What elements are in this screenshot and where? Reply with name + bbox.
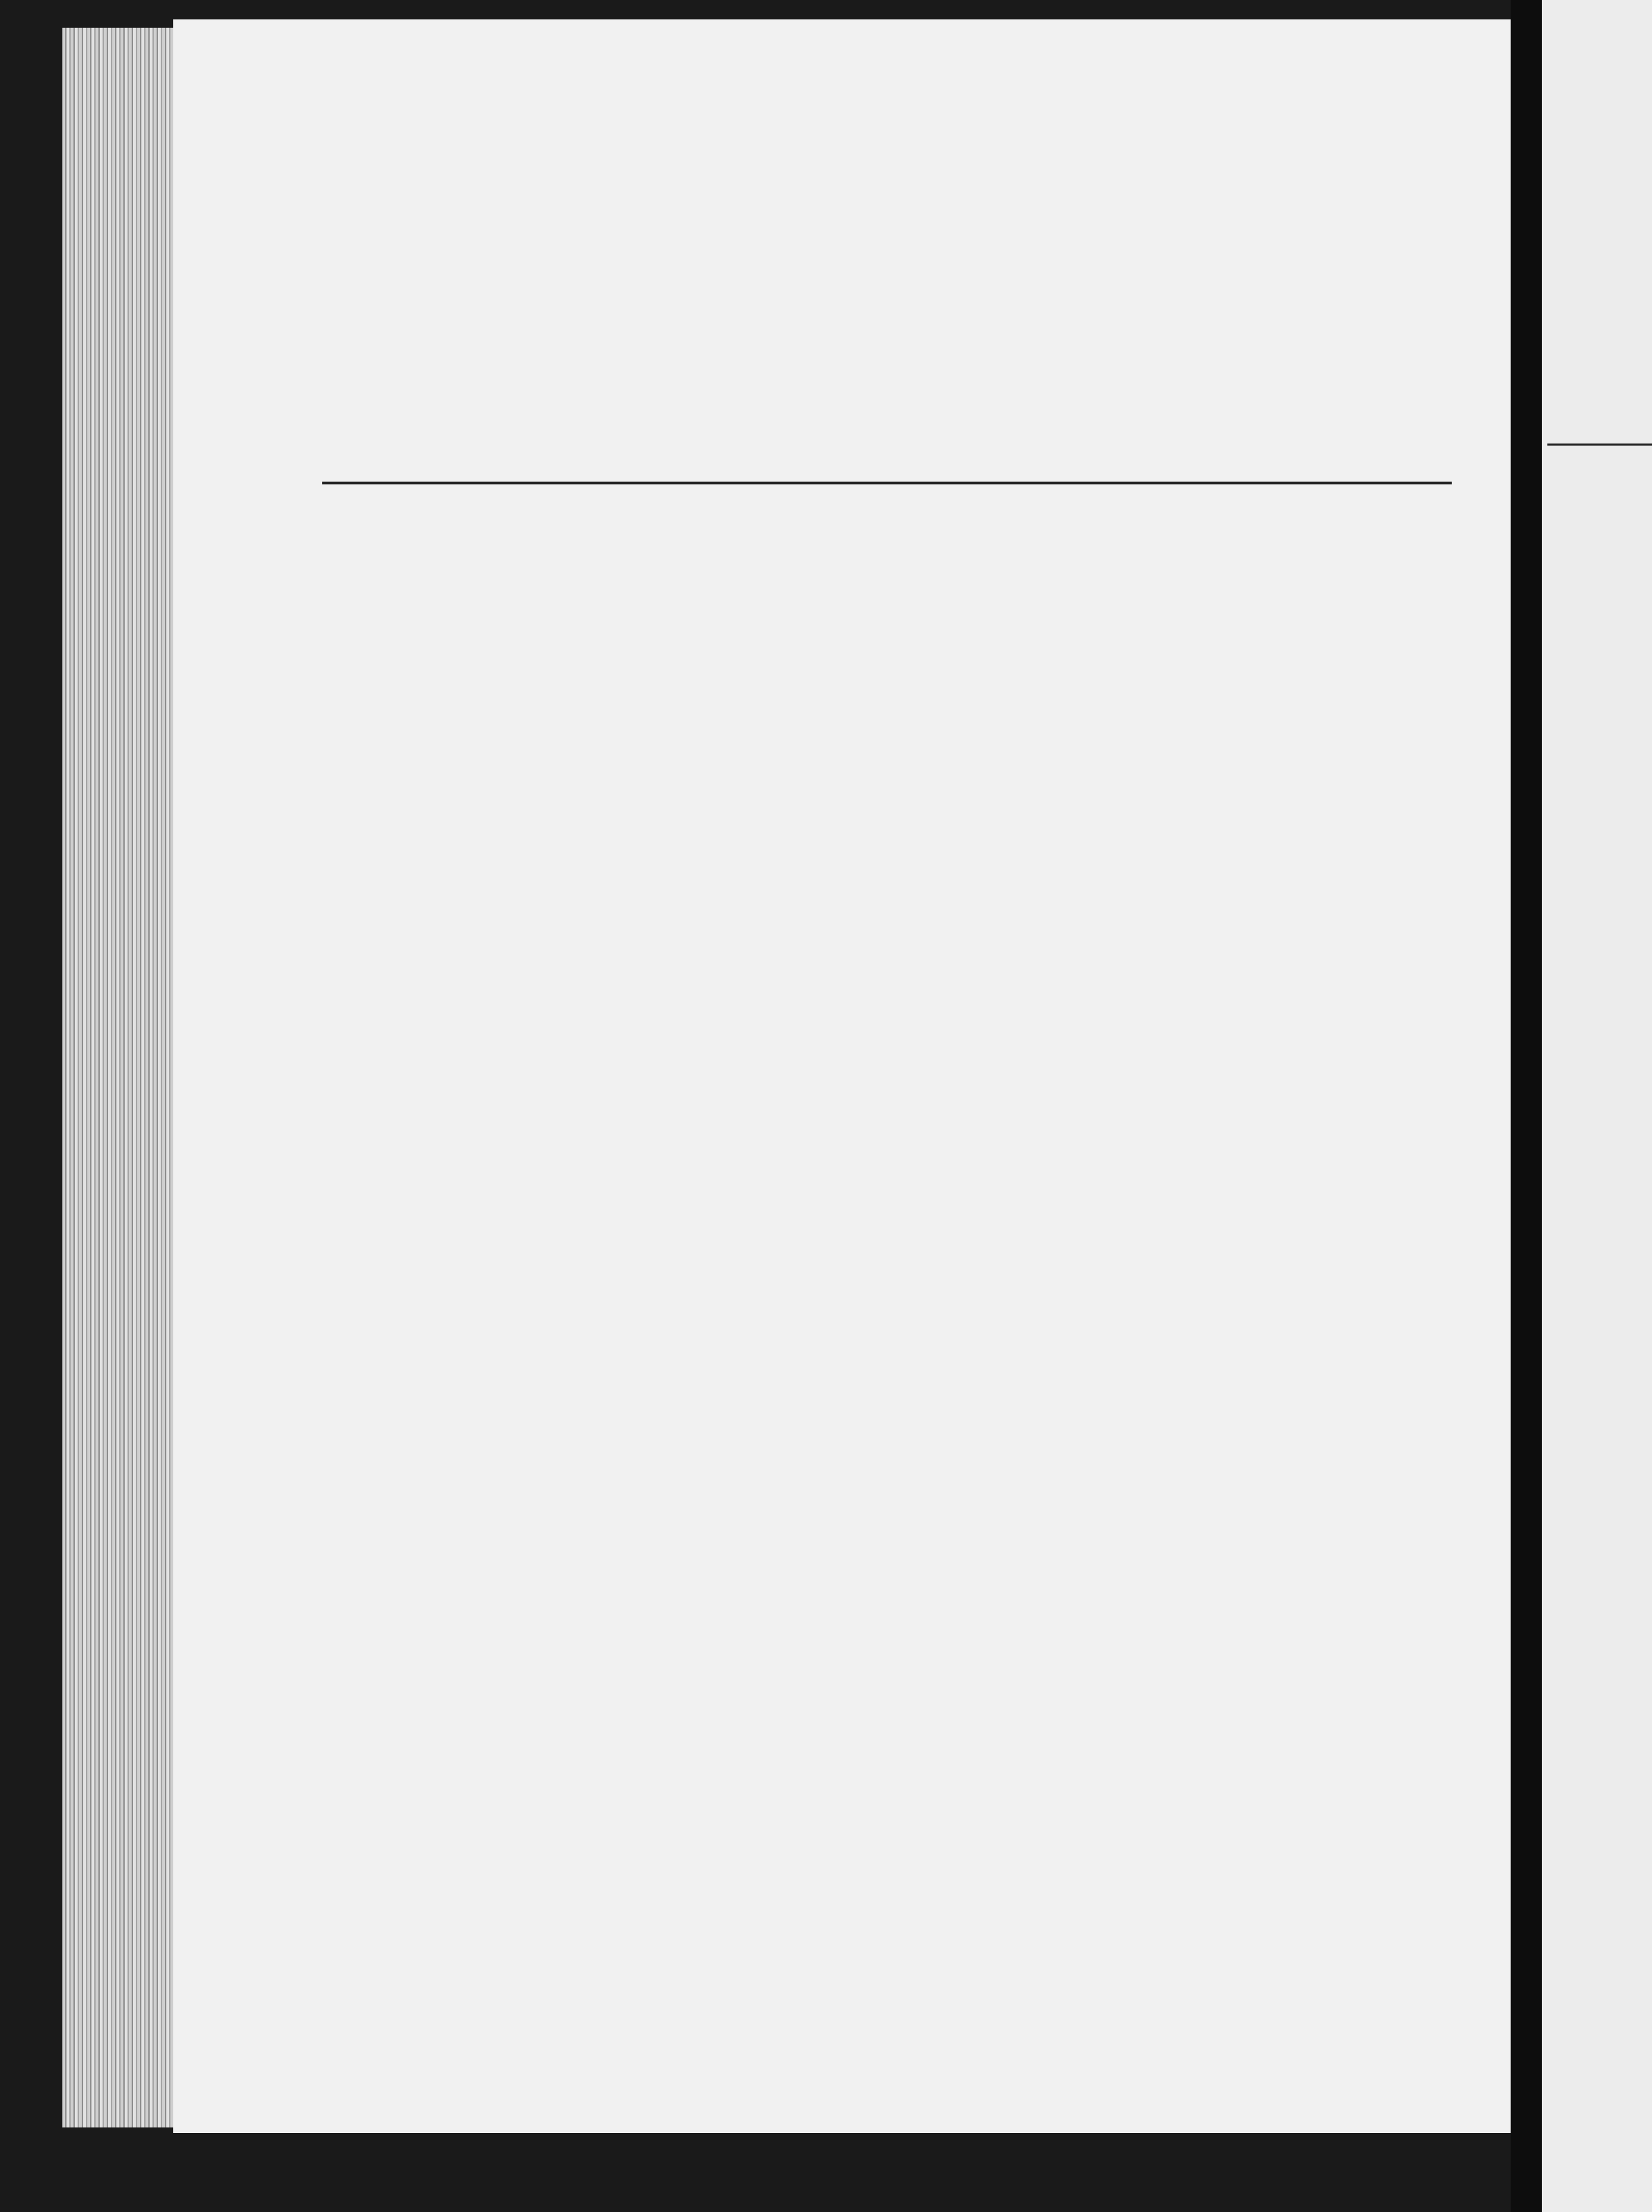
book-gutter (1511, 0, 1542, 2212)
page-header (315, 188, 1452, 251)
footnote-divider (322, 482, 1452, 484)
right-page-fragment (1542, 0, 1652, 2212)
right-footnote-divider (1547, 444, 1652, 446)
left-page (173, 19, 1511, 2133)
page-edges (62, 28, 173, 2127)
